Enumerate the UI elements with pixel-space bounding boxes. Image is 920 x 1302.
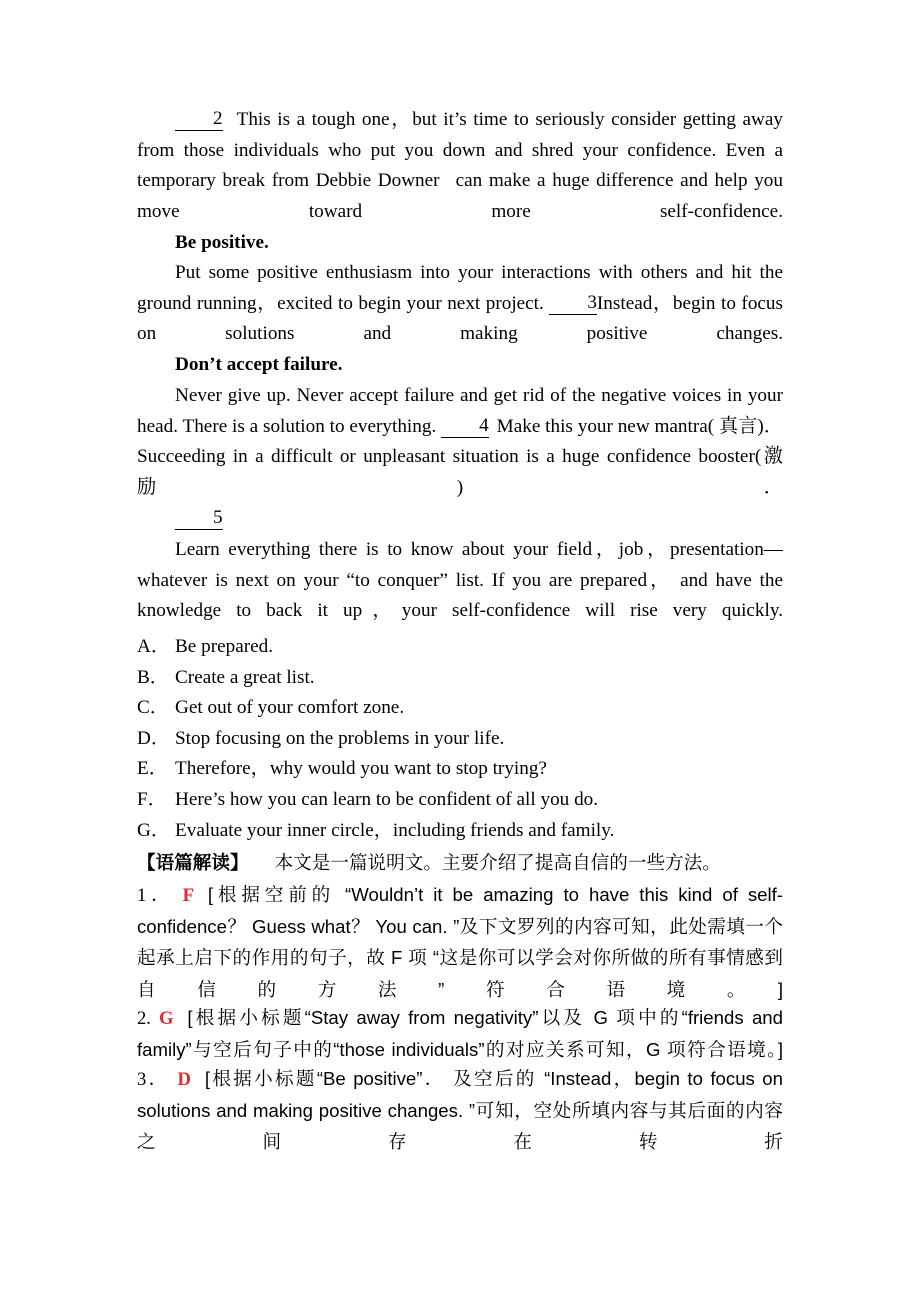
analysis-item-3-explanation: [根据小标题“Be positive”． 及空后的 “Instead，begin to focus on solutions and making positive changes. ”可知，空处所填内容与其后面的内容之间存在转折 bbox=[137, 1068, 783, 1153]
option-e[interactable] bbox=[137, 754, 783, 785]
option-f[interactable] bbox=[137, 785, 783, 816]
analysis-item-1-number: 1． bbox=[137, 885, 175, 906]
analysis-summary: 本文是一篇说明文。主要介绍了提高自信的一些方法。 bbox=[274, 852, 721, 873]
subheading-dont-accept-failure-label: Don’t accept failure. bbox=[175, 354, 343, 375]
paragraph-5-body: Learn everything there is to know about your field，job，presentation—whatever is next on your “to conquer” list. If you are prepared， and have the knowledge to back it up，your self‐confidence will rise very quickly. bbox=[137, 539, 783, 622]
option-b[interactable] bbox=[137, 663, 783, 694]
analysis-item-3-number: 3． bbox=[137, 1069, 170, 1090]
blank-slot-2[interactable]: 2 bbox=[175, 108, 223, 131]
analysis-header-line bbox=[137, 848, 783, 880]
analysis-item-1-explanation: [根据空前的 “Wouldn’t it be amazing to have this kind of self-confidence？ Guess what？ You can. ”及下文罗列的内容可知，此处需填一个起承上启下的作用的句子，故 F 项 “这是你可以学会对你所做的所有事情感到自信的方法”符合语境。] bbox=[137, 884, 783, 1000]
option-a[interactable] bbox=[137, 632, 783, 663]
option-b-text: Create a great list. bbox=[175, 666, 315, 688]
subheading-be-positive-label: Be positive. bbox=[175, 232, 269, 253]
paragraph-4-after-blank: Make this your new mantra( 真言)． Succeeding in a difficult or unpleasant situation is a huge confidence booster(激励)． bbox=[137, 415, 783, 498]
option-c-letter: C． bbox=[137, 697, 169, 719]
analysis-item-2-explanation: [根据小标题“Stay away from negativity”以及 G 项中的“friends and family”与空后句子中的“those individuals”的对应关系可知，G 项符合语境。] bbox=[137, 1007, 783, 1060]
analysis-item-2-number: 2. bbox=[137, 1008, 151, 1029]
option-e-text: Therefore，why would you want to stop trying? bbox=[175, 758, 547, 780]
option-f-text: Here’s how you can learn to be confident of all you do. bbox=[175, 788, 599, 810]
worksheet-page bbox=[137, 0, 783, 1302]
option-a-text: Be prepared. bbox=[175, 636, 274, 657]
paragraph-4-before-blank: Never give up. Never accept failure and get rid of the negative voices in your head. There is a solution to everything. bbox=[137, 385, 783, 437]
blank-slot-5[interactable]: 5 bbox=[175, 507, 223, 530]
paragraph-2-text: This is a tough one，but it’s time to seriously consider getting away from those individuals who put you down and shred your confidence. Even a temporary break from Debbie Downer bbox=[137, 109, 783, 192]
option-a-letter: A． bbox=[137, 636, 171, 657]
analysis-item-3 bbox=[137, 1064, 783, 1189]
option-c-text: Get out of your comfort zone. bbox=[175, 697, 405, 719]
subheading-be-positive bbox=[137, 228, 783, 259]
paragraph-2-text-tail: can make a huge difference and help you move toward more self-confidence. bbox=[137, 170, 783, 222]
analysis-tag: 【语篇解读】 bbox=[137, 852, 249, 873]
analysis-header bbox=[137, 848, 783, 880]
blank-slot-4[interactable]: 4 bbox=[441, 415, 489, 438]
paragraph-3-before-blank: Put some positive enthusiasm into your interactions with others and hit the ground running，excited to begin your next project. bbox=[137, 262, 783, 314]
subheading-dont-accept-failure bbox=[137, 350, 783, 381]
blank-slot-3[interactable]: 3 bbox=[549, 292, 597, 315]
analysis-item-1-answer: F bbox=[182, 885, 194, 906]
option-f-letter: F． bbox=[137, 788, 167, 810]
option-b-letter: B． bbox=[137, 666, 169, 688]
options-list bbox=[137, 632, 783, 846]
passage-blank-5-line bbox=[137, 504, 783, 535]
option-g-letter: G． bbox=[137, 819, 171, 841]
option-d[interactable] bbox=[137, 724, 783, 755]
option-c[interactable] bbox=[137, 693, 783, 724]
option-g[interactable] bbox=[137, 816, 783, 847]
option-d-text: Stop focusing on the problems in your life. bbox=[175, 727, 505, 749]
option-g-text: Evaluate your inner circle，including friends and family. bbox=[175, 819, 615, 841]
option-e-letter: E． bbox=[137, 758, 168, 780]
analysis-item-3-answer: D bbox=[177, 1069, 191, 1090]
analysis-item-2-answer: G bbox=[158, 1008, 174, 1029]
options-choices bbox=[137, 632, 783, 846]
option-d-letter: D． bbox=[137, 727, 171, 749]
blank-5-line-body bbox=[137, 504, 783, 535]
analysis-item-3-body bbox=[137, 1064, 783, 1189]
paragraph-3-after-blank: Instead，begin to focus on solutions and making positive changes. bbox=[137, 292, 783, 345]
